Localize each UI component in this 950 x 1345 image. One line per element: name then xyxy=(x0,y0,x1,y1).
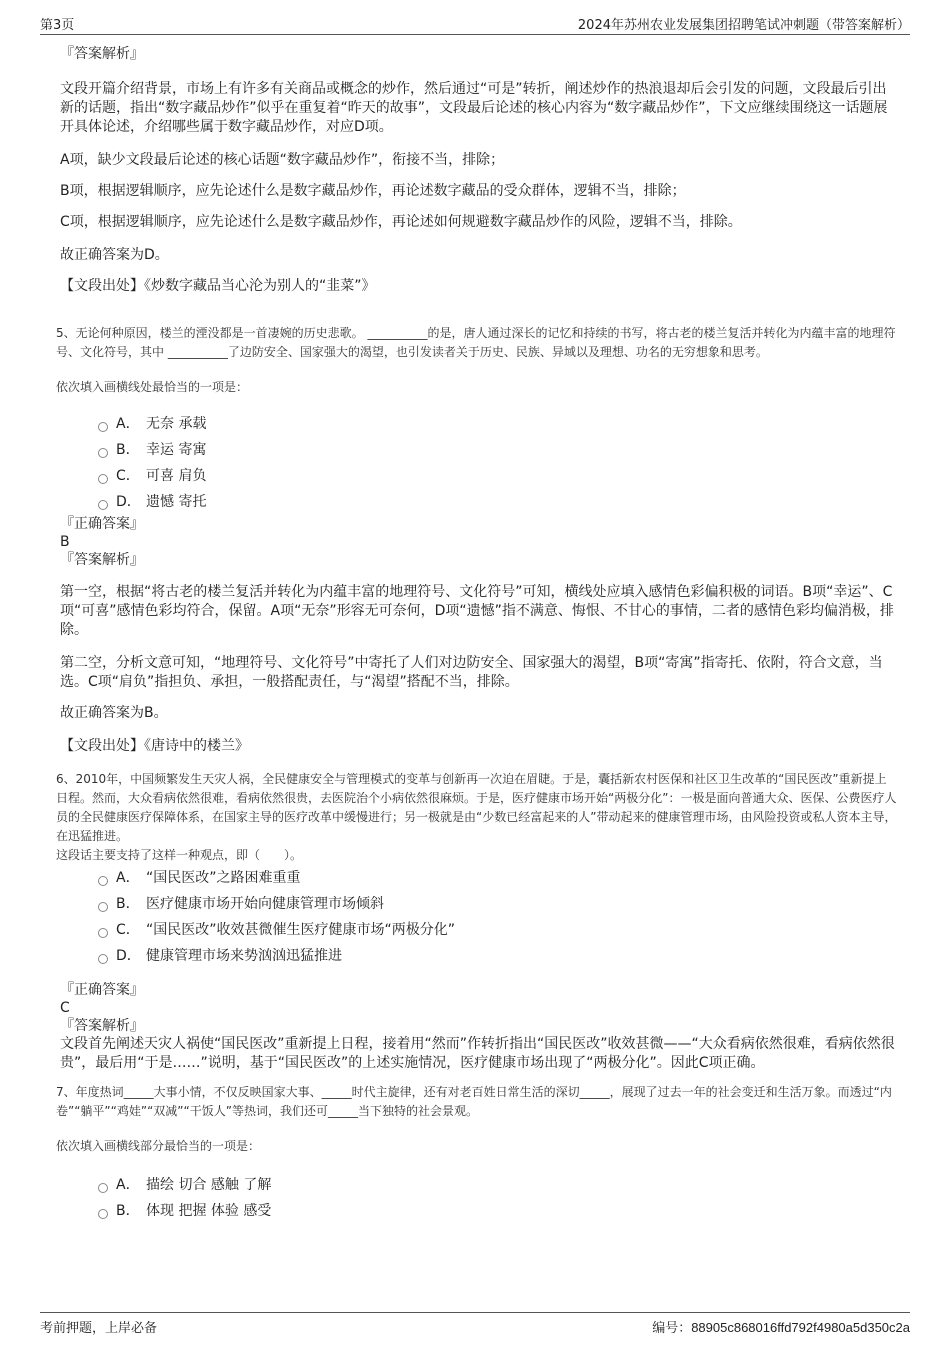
q6-option-b[interactable]: B． 医疗健康市场开始向健康管理市场倾斜 xyxy=(98,891,898,917)
document-code: 编号：88905c868016ffd792f4980a5d350c2a xyxy=(652,1320,910,1335)
q6-options xyxy=(56,865,898,969)
radio-icon[interactable] xyxy=(98,422,108,432)
q5-answer: B xyxy=(60,534,70,550)
q6-option-a[interactable]: A． “国民医改”之路困难重重 xyxy=(98,865,898,891)
q5-option-d[interactable]: D． 遗憾 寄托 xyxy=(98,489,898,515)
answer-label: 『正确答案』 xyxy=(60,516,144,532)
radio-icon[interactable] xyxy=(98,954,108,964)
q6-option-d[interactable]: D． 健康管理市场来势汹汹迅猛推进 xyxy=(98,943,898,969)
page-footer xyxy=(40,1312,910,1335)
q4-analysis-p4: C项，根据逻辑顺序，应先论述什么是数字藏品炒作，再论述如何规避数字藏品炒作的风险，逻辑不当，排除。 xyxy=(60,214,742,230)
radio-icon[interactable] xyxy=(98,1183,108,1193)
footer-slogan: 考前押题，上岸必备 xyxy=(40,1321,158,1336)
q6-option-c[interactable]: C． “国民医改”收效甚微催生医疗健康市场“两极分化” xyxy=(98,917,898,943)
q5-stem: 5、无论何种原因，楼兰的湮没都是一首凄婉的历史悲歌。 __________的是，唐人通过深长的记忆和持续的书写，将古老的楼兰复活并转化为内蕴丰富的地理符号、文化符号，其中 __________了边防安全、国家强大的渴望，也引发读者关于历史、民族、异域以及理想、功名的无穷想象和思考。 xyxy=(56,326,896,359)
radio-icon[interactable] xyxy=(98,902,108,912)
q5-option-b[interactable]: B． 幸运 寄寓 xyxy=(98,437,898,463)
q6-stem: 6、2010年，中国频繁发生天灾人祸，全民健康安全与管理模式的变革与创新再一次迫在眉睫。于是，囊括新农村医保和社区卫生改革的“国民医改”重新提上日程。然而，大众看病依然很难，看病依然很贵，去医院治个小病依然很麻烦。于是，医疗健康市场开始“两极分化”：一极是面向普通大众、医保、公费医疗人员的全民健康医疗保障体系，在国家主导的医疗改革中缓慢进行；另一极就是由“少数已经富起来的人”带动起来的健康管理市场，由风险投资或私人资本主导，在迅猛推进。 xyxy=(56,772,897,843)
q7-options xyxy=(56,1172,898,1224)
q4-conclusion: 故正确答案为D。 xyxy=(60,247,169,263)
analysis-label: 『答案解析』 xyxy=(60,46,144,62)
q4-source: 【文段出处】《炒数字藏品当心沦为别人的“韭菜”》 xyxy=(60,278,376,294)
q5-analysis-p2: 第二空，分析文意可知，“地理符号、文化符号”中寄托了人们对边防安全、国家强大的渴望，B项“寄寓”指寄托、依附，符合文意，当选。C项“肩负”指担负、承担，一般搭配责任，与“渴望”搭配不当，排除。 xyxy=(60,655,883,690)
q7-prompt: 依次填入画横线部分最恰当的一项是： xyxy=(56,1139,261,1153)
page-content xyxy=(56,44,898,1224)
radio-icon[interactable] xyxy=(98,474,108,484)
q5-option-a[interactable]: A． 无奈 承载 xyxy=(98,411,898,437)
radio-icon[interactable] xyxy=(98,876,108,886)
q5-prompt: 依次填入画横线处最恰当的一项是： xyxy=(56,380,249,394)
radio-icon[interactable] xyxy=(98,500,108,510)
q5-option-c[interactable]: C． 可喜 肩负 xyxy=(98,463,898,489)
q6-analysis-p1: 文段首先阐述天灾人祸使“国民医改”重新提上日程，接着用“然而”作转折指出“国民医改”收效甚微——“大众看病依然很难，看病依然很贵”，最后用“于是……”说明，基于“国民医改”的上述实施情况，医疗健康市场出现了“两极分化”。因此C项正确。 xyxy=(60,1036,895,1071)
q5-conclusion: 故正确答案为B。 xyxy=(60,705,168,721)
q5-options xyxy=(56,411,898,515)
document-title: 2024年苏州农业发展集团招聘笔试冲刺题（带答案解析） xyxy=(577,18,910,33)
analysis-label: 『答案解析』 xyxy=(60,1018,144,1034)
q4-analysis-p1: 文段开篇介绍背景，市场上有许多有关商品或概念的炒作，然后通过“可是”转折，阐述炒作的热浪退却后会引发的问题，文段最后引出新的话题，指出“数字藏品炒作”似乎在重复着“昨天的故事”，文段最后论述的核心内容为“数字藏品炒作”，下文应继续围绕这一话题展开具体论述，介绍哪些属于数字藏品炒作，对应D项。 xyxy=(60,81,888,135)
q7-stem: 7、年度热词_____大事小情，不仅反映国家大事、_____时代主旋律，还有对老百姓日常生活的深切_____，展现了过去一年的社会变迁和生活万象。而透过“内卷”“躺平”“鸡娃”“双减”“干饭人”等热词，我们还可_____当下独特的社会景观。 xyxy=(56,1085,892,1118)
q5-analysis-p1: 第一空，根据“将古老的楼兰复活并转化为内蕴丰富的地理符号、文化符号”可知，横线处应填入感情色彩偏积极的词语。B项“幸运”、C项“可喜”感情色彩均符合，保留。A项“无奈”形容无可奈何，D项“遗憾”指不满意、悔恨、不甘心的事情，二者的感情色彩均偏消极，排除。 xyxy=(60,584,894,638)
q7-option-b[interactable]: B． 体现 把握 体验 感受 xyxy=(98,1198,898,1224)
q4-analysis-p3: B项，根据逻辑顺序，应先论述什么是数字藏品炒作，再论述数字藏品的受众群体，逻辑不当，排除； xyxy=(60,183,686,199)
radio-icon[interactable] xyxy=(98,928,108,938)
q5-source: 【文段出处】《唐诗中的楼兰》 xyxy=(60,738,249,754)
radio-icon[interactable] xyxy=(98,1209,108,1219)
q6-answer: C xyxy=(60,1000,70,1016)
analysis-label: 『答案解析』 xyxy=(60,552,144,568)
q4-analysis-p2: A项，缺少文段最后论述的核心话题“数字藏品炒作”，衔接不当，排除； xyxy=(60,152,505,168)
q7-option-a[interactable]: A． 描绘 切合 感触 了解 xyxy=(98,1172,898,1198)
radio-icon[interactable] xyxy=(98,448,108,458)
page-number: 第3页 xyxy=(40,18,75,33)
q6-prompt: 这段话主要支持了这样一种观点，即（ ）。 xyxy=(56,848,303,862)
page-header xyxy=(40,12,910,35)
answer-label: 『正确答案』 xyxy=(60,982,144,998)
